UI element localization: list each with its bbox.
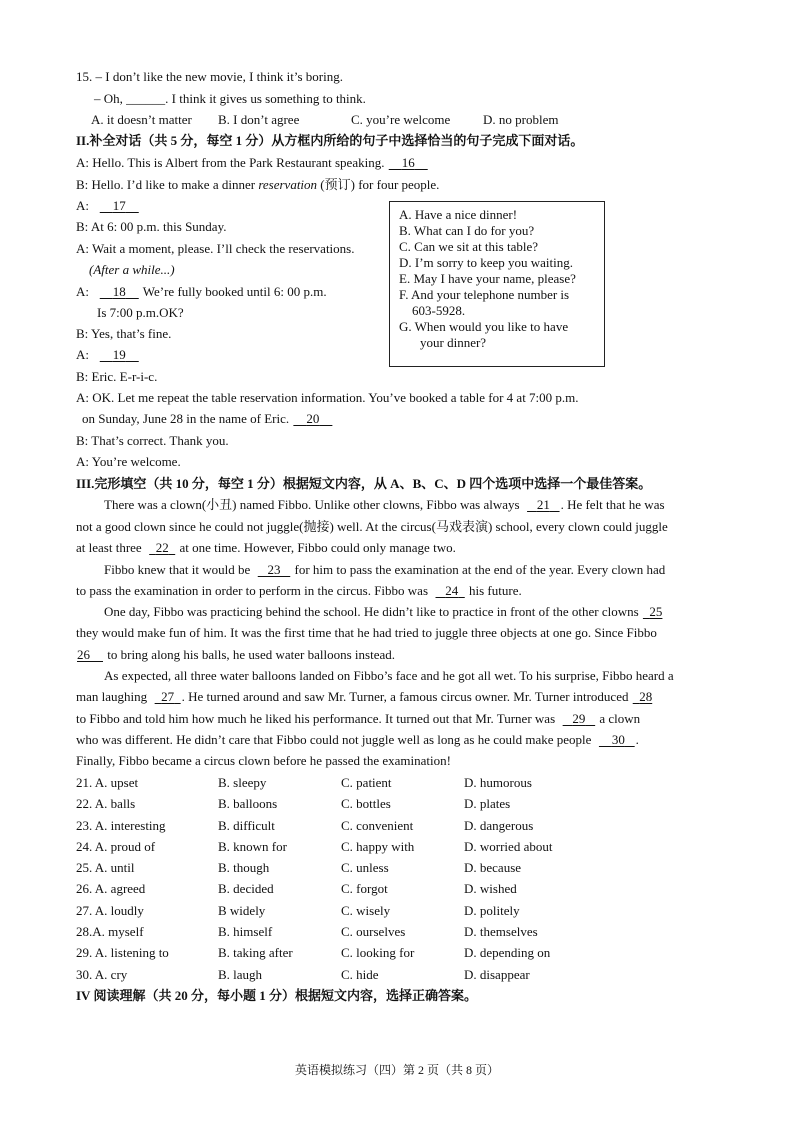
option-c[interactable]: C. convenient xyxy=(341,818,414,833)
option-b[interactable]: B widely xyxy=(218,903,266,918)
option-a[interactable]: 28.A. myself xyxy=(76,924,144,939)
box-option: your dinner? xyxy=(420,335,487,350)
option-b[interactable]: B. known for xyxy=(218,839,287,854)
dialog-line: A: OK. Let me repeat the table reservation information. You’ve booked a table for 4 at 7:00 p.m. xyxy=(76,390,579,405)
option-d[interactable]: D. themselves xyxy=(464,924,538,939)
option-c[interactable]: C. hide xyxy=(341,967,379,982)
section4-heading: IV 阅读理解（共 20 分，每小题 1 分）根据短文内容，选择正确答案。 xyxy=(76,988,477,1003)
blank-25[interactable]: 25 xyxy=(649,604,663,619)
blank-20[interactable]: 20 xyxy=(306,411,320,426)
section2-heading: II.补全对话（共 5 分，每空 1 分）从方框内所给的句子中选择恰当的句子完成下面对话。 xyxy=(76,133,584,148)
blank-24[interactable]: 24 xyxy=(445,583,459,598)
option-a[interactable]: 30. A. cry xyxy=(76,967,128,982)
option-c[interactable]: C. unless xyxy=(341,860,389,875)
option-b[interactable]: B. sleepy xyxy=(218,775,267,790)
box-option: D. I’m sorry to keep you waiting. xyxy=(399,255,574,270)
box-option: F. And your telephone number is xyxy=(399,287,570,302)
dialog-line: B: Yes, that’s fine. xyxy=(76,326,172,341)
passage-line: to pass the examination in order to perform in the circus. Fibbo was 24 his future. xyxy=(76,583,522,598)
option-a[interactable]: 22. A. balls xyxy=(76,796,136,811)
q15-option-d: D. no problem xyxy=(483,112,559,127)
option-d[interactable]: D. humorous xyxy=(464,775,532,790)
option-b[interactable]: B. laugh xyxy=(218,967,263,982)
option-d[interactable]: D. depending on xyxy=(464,945,551,960)
page-footer: 英语模拟练习（四）第 2 页（共 8 页） xyxy=(294,1063,499,1077)
box-option: A. Have a nice dinner! xyxy=(399,207,518,222)
passage-line: One day, Fibbo was practicing behind the school. He didn’t like to practice in front of the other clowns 25 xyxy=(104,604,663,619)
blank-27[interactable]: 27 xyxy=(161,689,175,704)
blank-19[interactable]: 19 xyxy=(112,347,126,362)
dialog-options-box xyxy=(389,201,605,367)
option-d[interactable]: D. dangerous xyxy=(464,818,534,833)
passage-line: As expected, all three water balloons landed on Fibbo’s face and he got all wet. To his surprise, Fibbo heard a xyxy=(104,668,674,683)
dialog-stage-direction: (After a while...) xyxy=(89,262,175,277)
option-c[interactable]: C. looking for xyxy=(341,945,415,960)
blank-21[interactable]: 21 xyxy=(536,497,550,512)
option-b[interactable]: B. though xyxy=(218,860,270,875)
blank-22[interactable]: 22 xyxy=(155,540,169,555)
dialog-line: Is 7:00 p.m.OK? xyxy=(97,305,184,320)
option-c[interactable]: C. happy with xyxy=(341,839,415,854)
option-a[interactable]: 25. A. until xyxy=(76,860,135,875)
passage-line: Fibbo knew that it would be 23 for him to pass the examination at the end of the year. Every clown had xyxy=(104,562,666,577)
option-c[interactable]: C. patient xyxy=(341,775,392,790)
option-a[interactable]: 23. A. interesting xyxy=(76,818,166,833)
passage-line: not a good clown since he could not juggle(抛接) well. At the circus(马戏表演) school, every clown could juggle xyxy=(76,519,668,534)
passage-line: who was different. He didn’t care that Fibbo could not juggle well as long as he could make people 30 . xyxy=(76,732,639,747)
option-a[interactable]: 24. A. proud of xyxy=(76,839,156,854)
option-c[interactable]: C. forgot xyxy=(341,881,388,896)
dialog-line: B: That’s correct. Thank you. xyxy=(76,433,229,448)
dialog-line: B: At 6: 00 p.m. this Sunday. xyxy=(76,219,227,234)
option-c[interactable]: C. ourselves xyxy=(341,924,406,939)
passage-line: they would make fun of him. It was the first time that he had tried to juggle three objects at one go. Since Fibbo xyxy=(76,625,657,640)
option-d[interactable]: D. because xyxy=(464,860,522,875)
q15-option-c: C. you’re welcome xyxy=(351,112,451,127)
dialog-line: A: You’re welcome. xyxy=(76,454,181,469)
option-d[interactable]: D. plates xyxy=(464,796,511,811)
option-d[interactable]: D. politely xyxy=(464,903,520,918)
dialog-line: B: Hello. I’d like to make a dinner reservation (预订) for four people. xyxy=(76,177,440,192)
box-option: C. Can we sit at this table? xyxy=(399,239,539,254)
section3-heading: III.完形填空（共 10 分，每空 1 分）根据短文内容，从 A、B、C、D 四个选项中选择一个最佳答案。 xyxy=(76,476,652,491)
q15-line1: 15. – I don’t like the new movie, I think it’s boring. xyxy=(76,69,343,84)
blank-23[interactable]: 23 xyxy=(267,562,281,577)
blank-26[interactable]: 26 xyxy=(77,647,90,662)
passage-line: man laughing 27 . He turned around and saw Mr. Turner, a famous circus owner. Mr. Turner introduced 28 xyxy=(76,689,653,704)
passage-line: 26 to bring along his balls, he used water balloons instead. xyxy=(77,647,396,662)
option-d[interactable]: D. wished xyxy=(464,881,517,896)
dialog-line: A: 17 xyxy=(76,198,140,214)
q15-line2: – Oh, ______. I think it gives us something to think. xyxy=(94,91,366,106)
option-a[interactable]: 21. A. upset xyxy=(76,775,139,790)
dialog-line: A: Wait a moment, please. I’ll check the reservations. xyxy=(76,241,355,256)
option-a[interactable]: 27. A. loudly xyxy=(76,903,144,918)
option-b[interactable]: B. balloons xyxy=(218,796,278,811)
blank-28[interactable]: 28 xyxy=(639,689,653,704)
option-a[interactable]: 26. A. agreed xyxy=(76,881,146,896)
dialog-line: A: 19 xyxy=(76,347,140,363)
blank-18[interactable]: 18 xyxy=(112,284,126,299)
option-b[interactable]: B. himself xyxy=(218,924,273,939)
q15-option-a: A. it doesn’t matter xyxy=(91,112,192,127)
option-b[interactable]: B. difficult xyxy=(218,818,275,833)
passage-line: Finally, Fibbo became a circus clown before he passed the examination! xyxy=(76,753,451,768)
blank-17[interactable]: 17 xyxy=(112,198,126,213)
q15-option-b: B. I don’t agree xyxy=(218,112,300,127)
box-option: G. When would you like to have xyxy=(399,319,569,334)
passage-line: There was a clown(小丑) named Fibbo. Unlike other clowns, Fibbo was always 21 . He felt that he was xyxy=(104,497,665,512)
blank-16[interactable]: 16 xyxy=(401,155,415,170)
option-d[interactable]: D. disappear xyxy=(464,967,530,982)
option-d[interactable]: D. worried about xyxy=(464,839,553,854)
blank-30[interactable]: 30 xyxy=(611,732,625,747)
option-c[interactable]: C. wisely xyxy=(341,903,391,918)
box-option: E. May I have your name, please? xyxy=(399,271,576,286)
box-option: B. What can I do for you? xyxy=(399,223,535,238)
dialog-line: B: Eric. E-r-i-c. xyxy=(76,369,158,384)
dialog-line: on Sunday, June 28 in the name of Eric. 20 xyxy=(82,411,333,427)
dialog-line: A: 18 We’re fully booked until 6: 00 p.m. xyxy=(76,284,327,299)
option-b[interactable]: B. decided xyxy=(218,881,274,896)
option-a[interactable]: 29. A. listening to xyxy=(76,945,169,960)
option-c[interactable]: C. bottles xyxy=(341,796,391,811)
passage-line: to Fibbo and told him how much he liked his performance. It turned out that Mr. Turner was 29 a clown xyxy=(76,711,641,726)
dialog-line: A: Hello. This is Albert from the Park Restaurant speaking. 16 xyxy=(76,155,429,171)
option-b[interactable]: B. taking after xyxy=(218,945,293,960)
box-option: 603-5928. xyxy=(412,303,466,318)
passage-line: at least three 22 at one time. However, Fibbo could only manage two. xyxy=(76,540,456,555)
blank-29[interactable]: 29 xyxy=(572,711,586,726)
